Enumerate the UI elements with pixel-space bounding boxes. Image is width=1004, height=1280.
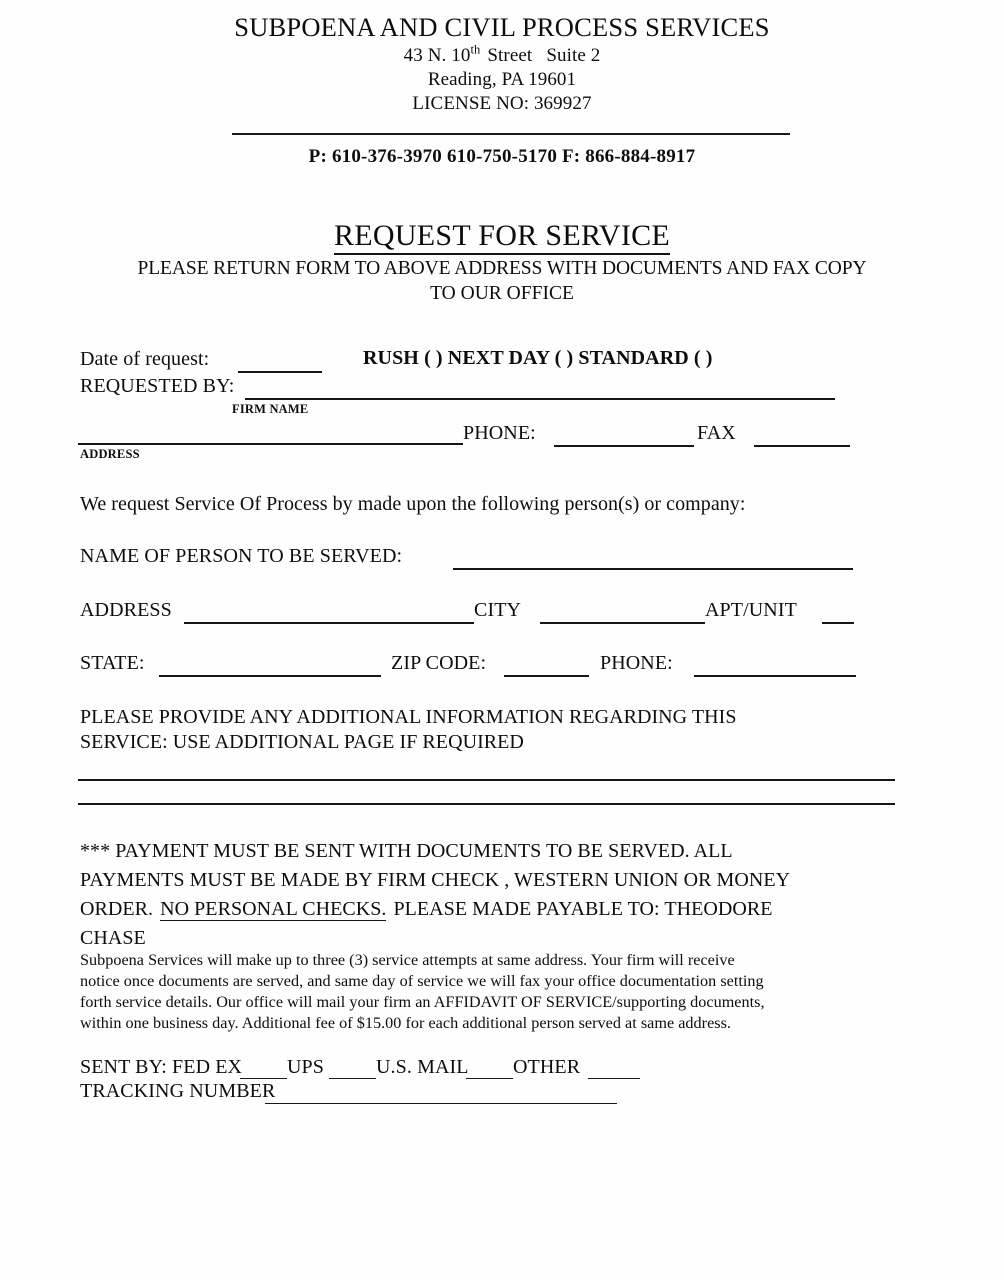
- payment-notice-line-3-suffix: PLEASE MADE PAYABLE TO: THEODORE: [393, 898, 773, 920]
- tracking-number-label: TRACKING NUMBER: [80, 1080, 276, 1102]
- no-personal-checks-emphasis: NO PERSONAL CHECKS.: [160, 898, 387, 920]
- license-number: LICENSE NO: 369927: [412, 93, 592, 114]
- sent-by-ups-label: UPS: [287, 1056, 324, 1078]
- servee-state-input[interactable]: [159, 675, 381, 677]
- servee-city-label: CITY: [474, 599, 522, 621]
- service-speed-options[interactable]: RUSH ( ) NEXT DAY ( ) STANDARD ( ): [363, 347, 713, 369]
- city-state-zip: Reading, PA 19601: [427, 69, 577, 90]
- payment-notice-line-3: [80, 897, 925, 923]
- additional-info-line-1: PLEASE PROVIDE ANY ADDITIONAL INFORMATION REGARDING THIS: [80, 706, 737, 728]
- additional-info-input-line-2[interactable]: [78, 803, 895, 805]
- page-title: [0, 219, 1004, 253]
- servee-zip-label: ZIP CODE:: [391, 652, 487, 674]
- terms-line-2: notice once documents are served, and same day of service we will fax your office documentation setting: [80, 972, 764, 990]
- servee-phone-label: PHONE:: [600, 652, 673, 674]
- servee-apt-unit-input[interactable]: [822, 622, 854, 624]
- contact-phone-fax-line: P: 610-376-3970 610-750-5170 F: 866-884-8917: [308, 146, 696, 167]
- date-of-request-input[interactable]: [238, 371, 322, 373]
- page-title-text: REQUEST FOR SERVICE: [334, 219, 670, 255]
- return-instructions-line-2: TO OUR OFFICE: [430, 283, 574, 304]
- servee-state-label: STATE:: [80, 652, 145, 674]
- servee-address-input[interactable]: [184, 622, 474, 624]
- sent-by-fedex-label: SENT BY: FED EX: [80, 1056, 243, 1078]
- tracking-number-input[interactable]: [265, 1103, 617, 1104]
- suite-number: Suite 2: [546, 45, 601, 66]
- requester-fax-label: FAX: [697, 422, 736, 444]
- sent-by-fedex-input[interactable]: [240, 1078, 287, 1079]
- return-instructions-line-1: PLEASE RETURN FORM TO ABOVE ADDRESS WITH DOCUMENTS AND FAX COPY: [137, 258, 867, 279]
- payment-notice-line-3-prefix: ORDER.: [80, 898, 154, 920]
- street-ordinal-suffix: th: [470, 42, 481, 57]
- terms-line-4: within one business day. Additional fee of $15.00 for each additional person served at same address.: [80, 1014, 731, 1032]
- servee-zip-input[interactable]: [504, 675, 589, 677]
- sent-by-ups-input[interactable]: [329, 1078, 376, 1079]
- firm-name-caption: FIRM NAME: [232, 402, 309, 416]
- payment-notice-line-2: PAYMENTS MUST BE MADE BY FIRM CHECK , WESTERN UNION OR MONEY: [80, 869, 791, 891]
- date-of-request-label: Date of request:: [80, 348, 210, 370]
- servee-apt-unit-label: APT/UNIT: [705, 599, 797, 621]
- requester-phone-input[interactable]: [554, 445, 694, 447]
- sent-by-usmail-label: U.S. MAIL: [376, 1056, 469, 1078]
- payment-notice-line-1: *** PAYMENT MUST BE SENT WITH DOCUMENTS TO BE SERVED. ALL: [80, 840, 733, 862]
- sent-by-other-input[interactable]: [588, 1078, 640, 1079]
- additional-info-line-2: SERVICE: USE ADDITIONAL PAGE IF REQUIRED: [80, 731, 524, 753]
- requester-address-input[interactable]: [78, 443, 463, 445]
- request-statement: We request Service Of Process by made upon the following person(s) or company:: [80, 493, 746, 515]
- payment-notice-line-4: CHASE: [80, 927, 146, 949]
- sent-by-usmail-input[interactable]: [466, 1078, 513, 1079]
- requested-by-input[interactable]: [245, 398, 835, 400]
- terms-line-1: Subpoena Services will make up to three (3) service attempts at same address. Your firm will receive: [80, 951, 735, 969]
- address-caption: ADDRESS: [80, 447, 140, 461]
- servee-phone-input[interactable]: [694, 675, 856, 677]
- servee-address-label: ADDRESS: [80, 599, 172, 621]
- company-name: SUBPOENA AND CIVIL PROCESS SERVICES: [234, 12, 770, 42]
- name-of-person-label: NAME OF PERSON TO BE SERVED:: [80, 545, 403, 567]
- street-name: Street: [487, 45, 533, 66]
- servee-city-input[interactable]: [540, 622, 705, 624]
- requested-by-label: REQUESTED BY:: [80, 375, 235, 397]
- requester-phone-label: PHONE:: [463, 422, 536, 444]
- street-address-line: [0, 42, 1004, 67]
- requester-fax-input[interactable]: [754, 445, 850, 447]
- additional-info-input-line-1[interactable]: [78, 779, 895, 781]
- sent-by-other-label: OTHER: [513, 1056, 581, 1078]
- street-number: 43 N. 10: [403, 45, 471, 66]
- terms-line-3: forth service details. Our office will mail your firm an AFFIDAVIT OF SERVICE/supporting documents,: [80, 993, 765, 1011]
- name-of-person-input[interactable]: [453, 568, 853, 570]
- letterhead-divider: [232, 133, 790, 135]
